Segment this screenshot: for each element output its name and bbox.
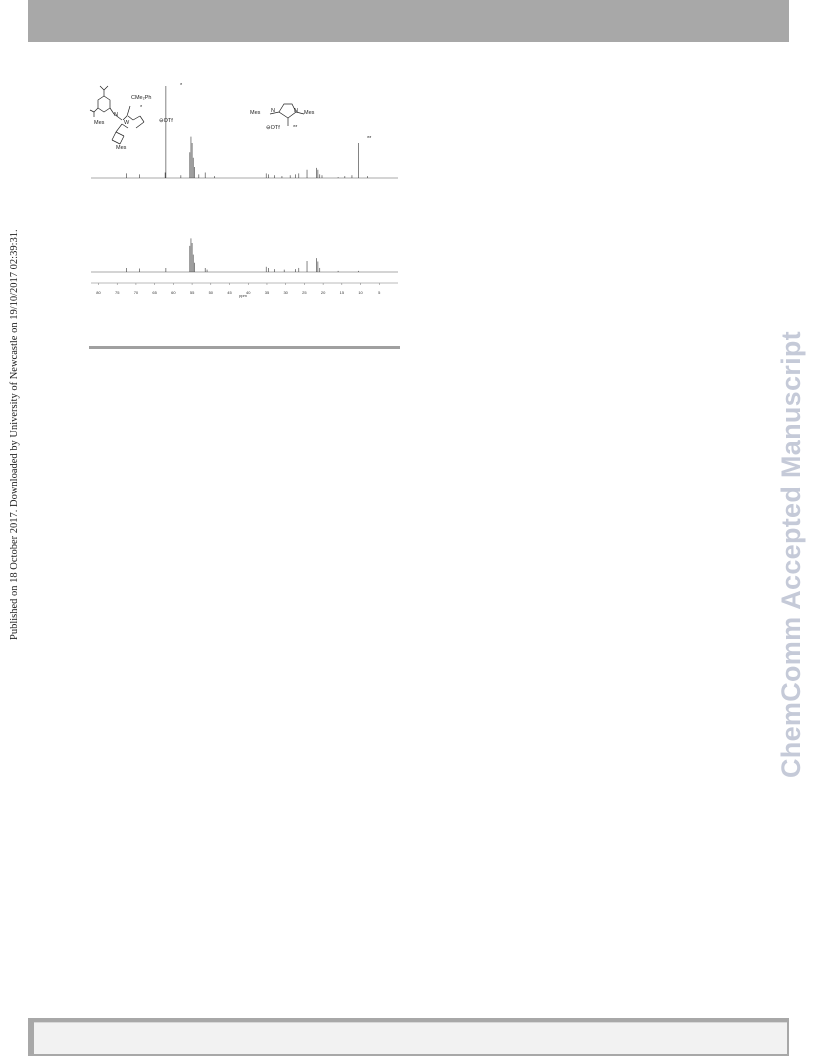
- x-tick-label: 80: [96, 290, 101, 295]
- x-tick-label: 70: [133, 290, 139, 295]
- imidazolinium-structure: [270, 104, 304, 126]
- x-tick-label: 30: [283, 290, 288, 295]
- x-tick-label: 15: [339, 290, 345, 295]
- x-tick-label: 60: [171, 290, 176, 295]
- mes-right-a-label: Mes: [250, 110, 261, 116]
- x-tick-label: 5: [378, 290, 381, 295]
- accepted-manuscript-watermark: ChemComm Accepted Manuscript: [776, 331, 806, 778]
- nmr-figure: [86, 80, 402, 352]
- star-right-label: **: [293, 125, 298, 131]
- x-tick-label: 10: [358, 290, 363, 295]
- cme2ph-label: CMe₂Ph: [131, 95, 152, 101]
- x-tick-label: 50: [208, 290, 214, 295]
- x-tick-label: 75: [114, 290, 120, 295]
- journal-header-bar: [28, 0, 789, 42]
- nmr-spectra-plot: [86, 80, 402, 352]
- mes-bottom-label: Mes: [116, 145, 127, 151]
- triflate-left-label: ⊖OTf: [159, 118, 173, 124]
- n-right-b-label: N: [294, 108, 298, 114]
- publication-margin-note: Published on 18 October 2017. Downloaded by University of Newcastle on 19/10/2017 02:39:31.: [9, 229, 20, 640]
- x-axis-title: ppm: [239, 293, 247, 298]
- triflate-right-label: ⊖OTf: [266, 125, 280, 131]
- x-tick-label: 25: [302, 290, 307, 295]
- peak-mark-double: **: [367, 136, 372, 142]
- n-right-a-label: N: [271, 108, 275, 114]
- peak-mark-single: *: [180, 83, 183, 89]
- figure-bottom-rule: [89, 346, 400, 349]
- mes-top-label: Mes: [94, 120, 105, 126]
- tungsten-label: W: [124, 120, 130, 126]
- x-tick-label: 65: [152, 290, 157, 295]
- x-tick-label: 35: [264, 290, 270, 295]
- x-tick-label: 55: [189, 290, 195, 295]
- x-tick-label: 40: [246, 290, 251, 295]
- star-left-label: *: [140, 105, 143, 111]
- mes-right-b-label: Mes: [304, 110, 315, 116]
- journal-footer-frame: [28, 1018, 789, 1056]
- x-tick-label: 20: [320, 290, 326, 295]
- imido-n-label: N: [114, 112, 118, 118]
- x-tick-label: 45: [227, 290, 232, 295]
